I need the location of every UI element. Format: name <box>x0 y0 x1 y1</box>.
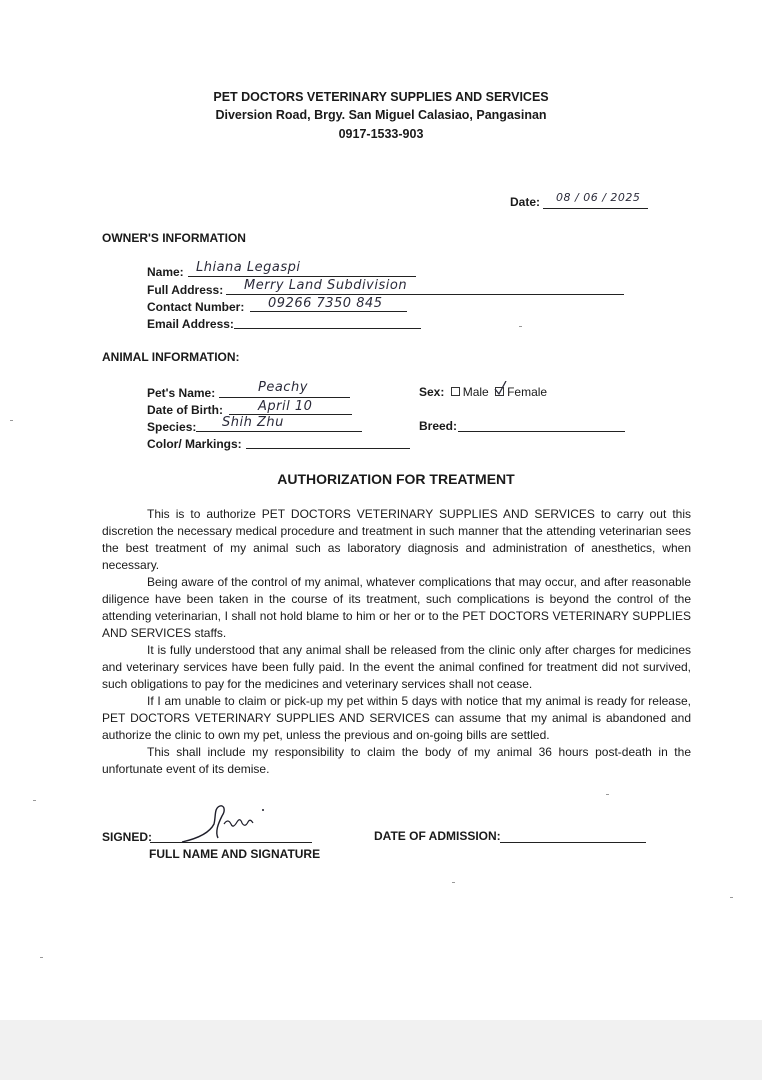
clinic-address: Diversion Road, Brgy. San Miguel Calasiao, Pangasinan <box>215 108 547 122</box>
female-checkbox[interactable] <box>495 387 504 396</box>
scan-bottom-margin <box>0 1020 762 1080</box>
full-address-value[interactable]: Merry Land Subdivision <box>244 278 408 293</box>
color-markings-line <box>246 448 410 449</box>
authorization-title: AUTHORIZATION FOR TREATMENT <box>277 471 515 487</box>
female-option-label: Female <box>507 385 548 399</box>
owner-name-label: Name: <box>147 265 184 279</box>
species-value[interactable]: Shih Zhu <box>222 415 284 430</box>
pet-name-label: Pet's Name: <box>147 386 216 400</box>
signed-label: SIGNED: <box>102 830 153 844</box>
sex-field <box>419 385 547 399</box>
full-address-line <box>226 294 624 295</box>
check-mark-icon <box>494 381 508 397</box>
date-label: Date: <box>510 195 541 209</box>
authorization-body <box>102 506 691 778</box>
contact-number-label: Contact Number: <box>147 300 245 314</box>
male-option-label: Male <box>462 385 489 399</box>
contact-number-value[interactable]: 09266 7350 845 <box>268 296 383 311</box>
color-markings-label: Color/ Markings: <box>147 437 242 451</box>
authorization-paragraph-5: This shall include my responsibility to claim the body of my animal 36 hours post-death in the unfortunate event of its demise. <box>102 745 691 776</box>
pet-name-value[interactable]: Peachy <box>258 380 308 395</box>
owner-section-title: OWNER'S INFORMATION <box>102 231 246 245</box>
scan-speck <box>33 800 36 801</box>
full-name-signature-caption: FULL NAME AND SIGNATURE <box>149 847 321 861</box>
email-address-line <box>234 328 421 329</box>
handwritten-signature <box>180 802 280 852</box>
date-of-admission-line <box>500 842 646 843</box>
dob-value[interactable]: April 10 <box>258 399 313 414</box>
clinic-name: PET DOCTORS VETERINARY SUPPLIES AND SERVICES <box>213 90 549 104</box>
sex-label: Sex: <box>419 385 445 399</box>
owner-name-line <box>188 276 416 277</box>
authorization-paragraph-4: If I am unable to claim or pick-up my pet within 5 days with notice that my animal is ready for release, PET DOCTORS VETERINARY SUPPLIES AND SERVICES can assume that my animal is abandoned and authorize the clinic to own my pet, unless the previous and on-going bills are settled. <box>102 694 691 742</box>
scan-speck <box>10 420 13 421</box>
animal-section-title: ANIMAL INFORMATION: <box>102 350 240 364</box>
pet-name-line <box>219 397 350 398</box>
scan-speck <box>452 882 455 883</box>
scan-speck <box>519 326 522 327</box>
authorization-paragraph-2: Being aware of the control of my animal, whatever complications that may occur, and after reasonable diligence have been taken in the course of its treatment, such complications is beyond the control of the attending veterinarian, I shall not hold blame to him or her or to the PET DOCTORS VETERINARY SUPPLIES AND SERVICES staffs. <box>102 575 691 640</box>
owner-name-value[interactable]: Lhiana Legaspi <box>196 260 301 275</box>
scan-speck <box>40 957 43 958</box>
authorization-paragraph-3: It is fully understood that any animal shall be released from the clinic only after charges for medicines and veterinary services have been fully paid. In the event the animal confined for treatment did not survived, such obligations to pay for the medicines and veterinary services shall not cease. <box>102 643 691 691</box>
male-checkbox[interactable] <box>451 387 460 396</box>
clinic-phone: 0917-1533-903 <box>338 127 424 141</box>
scan-speck <box>730 897 733 898</box>
species-label: Species: <box>147 420 197 434</box>
breed-line <box>458 431 625 432</box>
species-line <box>196 431 362 432</box>
scan-speck <box>606 794 609 795</box>
dob-label: Date of Birth: <box>147 403 223 417</box>
email-address-label: Email Address: <box>147 317 234 331</box>
date-value[interactable]: 08 / 06 / 2025 <box>556 191 641 204</box>
date-line <box>543 208 648 209</box>
authorization-paragraph-1: This is to authorize PET DOCTORS VETERINARY SUPPLIES AND SERVICES to carry out this discretion the necessary medical procedure and treatment in such manner that the attending veterinarian sees the best treatment of my animal such as laboratory diagnosis and administration of anesthetics, when necessary. <box>102 507 691 572</box>
breed-label: Breed: <box>419 419 458 433</box>
contact-number-line <box>250 311 407 312</box>
date-of-admission-label: DATE OF ADMISSION: <box>374 829 501 843</box>
full-address-label: Full Address: <box>147 283 224 297</box>
